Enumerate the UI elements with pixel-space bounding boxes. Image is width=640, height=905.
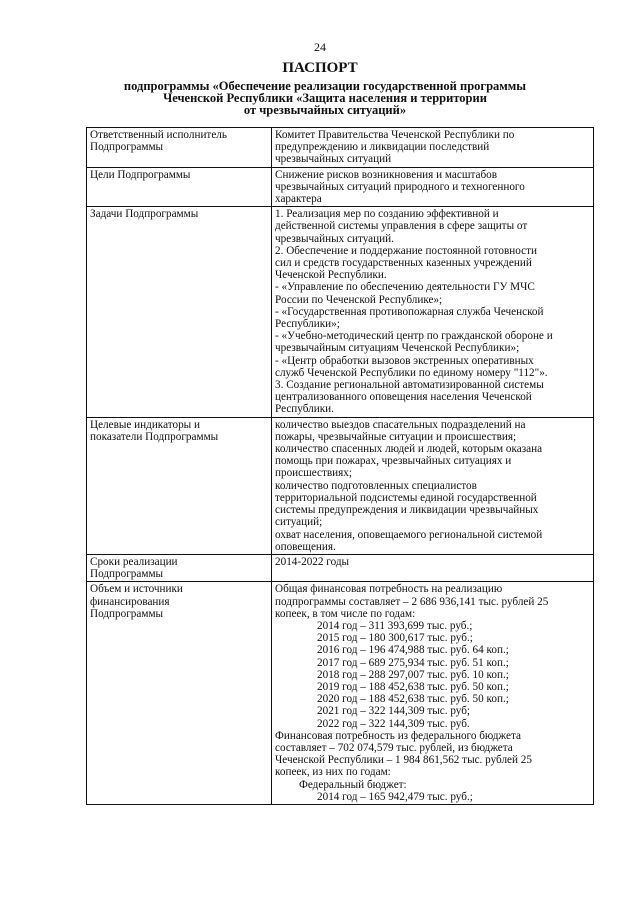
- table-row: [87, 207, 594, 417]
- table-row: [87, 417, 594, 554]
- funding-year-line: 2017 год – 689 275,934 тыс. руб. 51 коп.;: [317, 656, 509, 669]
- row-value: [272, 128, 594, 168]
- page-title: ПАСПОРТ: [282, 60, 358, 76]
- value-line: чрезвычайным ситуациям Чеченской Республики»;: [275, 342, 520, 355]
- value-line: - «Управление по обеспечению деятельности ГУ МЧС: [275, 281, 535, 294]
- funding-sources-line: Финансовая потребность из федерального бюджета: [275, 729, 521, 742]
- value-line: - «Центр обработки вызовов экстренных оперативных: [275, 354, 534, 367]
- federal-budget-label: Федеральный бюджет:: [299, 778, 407, 791]
- row-value: [272, 207, 594, 417]
- value-line: предупреждению и ликвидации последствий: [275, 141, 490, 154]
- value-line: системы предупреждения и ликвидации чрезвычайных: [275, 504, 539, 517]
- subtitle-line: подпрограммы «Обеспечение реализации государственной программы: [123, 79, 527, 93]
- value-line: Комитет Правительства Чеченской Республики по: [275, 129, 515, 141]
- funding-sources-line: копеек, из них по годам:: [275, 766, 391, 779]
- value-line: - «Государственная противопожарная служба Чеченской: [275, 305, 544, 318]
- value-line: количество подготовленных специалистов: [275, 479, 477, 492]
- row-value: [272, 417, 594, 554]
- value-line: 2. Обеспечение и поддержание постоянной готовности: [275, 244, 537, 257]
- row-label: [87, 167, 272, 207]
- funding-intro-line: копеек, в том числе по годам:: [275, 607, 416, 620]
- row-label: [87, 417, 272, 554]
- label-line: Цели Подпрограммы: [90, 168, 191, 181]
- subtitle-line: от чрезвычайных ситуаций»: [243, 103, 407, 117]
- row-value: [272, 167, 594, 207]
- value-line: 1. Реализация мер по созданию эффективной и: [275, 208, 499, 221]
- value-line: Снижение рисков возникновения и масштабов: [275, 168, 498, 181]
- funding-year-line: 2020 год – 188 452,638 тыс. руб. 50 коп.;: [317, 693, 509, 706]
- passport-table: [86, 127, 594, 805]
- table-row-funding: [87, 582, 594, 805]
- table-row: [87, 167, 594, 207]
- value-line: помощь при пожарах, чрезвычайных ситуациях и: [275, 455, 512, 468]
- row-value-funding: [272, 582, 594, 805]
- value-line: централизованного оповещения населения Чеченской: [275, 391, 532, 404]
- value-line: чрезвычайных ситуаций: [275, 153, 392, 166]
- value-line: ситуаций;: [275, 516, 323, 529]
- passport-table-body: [87, 128, 594, 805]
- label-line: Ответственный исполнитель: [90, 129, 227, 141]
- value-line: чрезвычайных ситуаций.: [275, 232, 394, 245]
- funding-intro-line: Общая финансовая потребность на реализацию: [275, 583, 503, 596]
- subtitle-line: Чеченской Республики «Защита населения и территории: [163, 91, 487, 105]
- value-line: оповещения.: [275, 540, 336, 553]
- value-line: России по Чеченской Республике»;: [275, 293, 443, 306]
- table-row: [87, 128, 594, 168]
- funding-year-line: 2016 год – 196 474,988 тыс. руб. 64 коп.;: [317, 644, 509, 657]
- value-line: - «Учебно-методический центр по гражданской обороне и: [275, 330, 553, 343]
- value-line: служб Чеченской Республики по единому номеру "112"».: [275, 366, 548, 379]
- funding-intro-line: подпрограммы составляет – 2 686 936,141 тыс. рублей 25: [275, 595, 549, 608]
- funding-year-line: 2022 год – 322 144,309 тыс. руб.: [317, 717, 470, 730]
- label-line: Целевые индикаторы и: [90, 418, 200, 431]
- label-line: Задачи Подпрограммы: [90, 208, 199, 221]
- value-line: территориальной подсистемы единой государственной: [275, 491, 537, 504]
- label-line: Объем и источники: [90, 583, 183, 596]
- value-line: Чеченской Республики.: [275, 269, 387, 282]
- funding-year-line: 2014 год – 311 393,699 тыс. руб.;: [317, 619, 473, 632]
- label-line: Сроки реализации: [90, 555, 178, 568]
- row-label-funding: [87, 582, 272, 805]
- funding-sources-line: Чеченской Республики – 1 984 861,562 тыс. рублей 25: [275, 754, 532, 767]
- funding-year-line: 2018 год – 288 297,007 тыс. руб. 10 коп.;: [317, 668, 509, 681]
- row-label: [87, 207, 272, 417]
- funding-sources-line: составляет – 702 074,579 тыс. рублей, из бюджета: [275, 741, 513, 754]
- label-line: Подпрограммы: [90, 607, 164, 620]
- label-line: Подпрограммы: [90, 568, 164, 581]
- label-line: показатели Подпрограммы: [90, 430, 219, 443]
- funding-year-line: 2015 год – 180 300,617 тыс. руб.;: [317, 632, 473, 645]
- row-value: [272, 554, 594, 581]
- value-line: сил и средств государственных казенных учреждений: [275, 257, 532, 270]
- value-line: чрезвычайных ситуаций природного и техногенного: [275, 180, 525, 193]
- funding-year-line: 2021 год – 322 144,309 тыс. руб;: [317, 705, 471, 718]
- value-line: действенной системы управления в сфере защиты от: [275, 220, 528, 233]
- funding-year-line: 2019 год – 188 452,638 тыс. руб. 50 коп.;: [317, 680, 509, 693]
- label-line: финансирования: [90, 595, 170, 608]
- value-line: 3. Создание региональной автоматизированной системы: [275, 379, 544, 392]
- value-line: Республики.: [275, 403, 334, 416]
- value-line: охват населения, оповещаемого региональной системой: [275, 528, 543, 541]
- value-line: происшествиях;: [275, 467, 352, 480]
- value-line: Республики»;: [275, 318, 340, 331]
- label-line: Подпрограммы: [90, 141, 164, 154]
- value-line: 2014-2022 годы: [275, 555, 350, 568]
- row-label: [87, 128, 272, 168]
- document-subtitle: [60, 80, 590, 116]
- value-line: пожары, чрезвычайные ситуации и происшествия;: [275, 430, 517, 443]
- federal-year-line: 2014 год – 165 942,479 тыс. руб.;: [317, 790, 473, 803]
- value-line: количество выездов спасательных подразделений на: [275, 418, 526, 431]
- value-line: количество спасенных людей и людей, которым оказана: [275, 443, 543, 456]
- table-row: [87, 554, 594, 581]
- value-line: характера: [275, 193, 322, 206]
- row-label: [87, 554, 272, 581]
- page-number: 24: [314, 40, 326, 54]
